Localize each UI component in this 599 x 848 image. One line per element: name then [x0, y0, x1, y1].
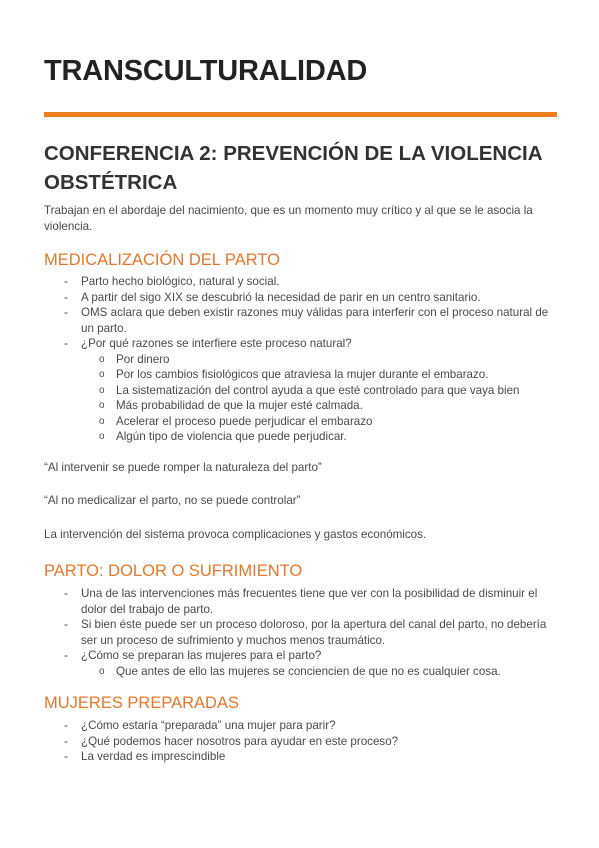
bullet-dash: -: [64, 750, 68, 763]
bullet-circle: o: [99, 665, 105, 677]
list-subitem: o Más probabilidad de que la mujer esté calmada.: [99, 399, 363, 412]
list-item: - ¿Por qué razones se interfiere este proceso natural?: [64, 337, 352, 350]
bullet-dash: -: [64, 290, 68, 304]
bullet-circle: o: [99, 415, 105, 427]
quote-paragraph: “Al intervenir se puede romper la naturaleza del parto”: [44, 461, 322, 474]
bullet-circle: o: [99, 369, 105, 380]
bullet-circle: o: [99, 384, 105, 396]
section-heading-mujeres-preparadas: MUJERES PREPARADAS: [44, 694, 239, 712]
list-subitem: o Por los cambios fisiológicos que atraviesa la mujer durante el embarazo.: [99, 368, 489, 381]
list-subitem: o Que antes de ello las mujeres se conciencien de que no es cualquier cosa.: [99, 664, 501, 678]
bullet-circle: o: [99, 353, 105, 365]
section-heading-medicalizacion: MEDICALIZACIÓN DEL PARTO: [44, 251, 280, 269]
list-item: - Parto hecho biológico, natural y social.: [64, 275, 280, 288]
list-item: - A partir del sigo XIX se descubrió la necesidad de parir en un centro sanitario.: [64, 290, 481, 304]
bullet-dash: -: [64, 649, 68, 662]
list-item: - Una de las intervenciones más frecuentes tiene que ver con la posibilidad de disminuir el dolor del trabajo de parto.: [64, 587, 538, 616]
bullet-circle: o: [99, 400, 105, 411]
list-subitem: o Por dinero: [99, 352, 170, 366]
title-underline: [44, 112, 557, 117]
document-title: TRANSCULTURALIDAD: [44, 55, 368, 87]
bullet-circle: o: [99, 431, 105, 442]
list-item: - ¿Cómo se preparan las mujeres para el parto?: [64, 649, 322, 662]
bullet-dash: -: [64, 719, 68, 732]
list-item: - ¿Qué podemos hacer nosotros para ayudar en este proceso?: [64, 734, 399, 748]
list-subitem: o Algún tipo de violencia que puede perjudicar.: [99, 430, 347, 443]
bullet-dash: -: [64, 587, 68, 600]
conference-heading: CONFERENCIA 2: PREVENCIÓN DE LA VIOLENCIA OBSTÉTRICA: [44, 142, 542, 194]
bullet-dash: -: [64, 306, 68, 319]
section-heading-parto-dolor: PARTO: DOLOR O SUFRIMIENTO: [44, 562, 303, 580]
list-subitem: o La sistematización del control ayuda a que esté controlado para que vaya bien: [99, 383, 520, 397]
intro-paragraph: Trabajan en el abordaje del nacimiento, que es un momento muy crítico y al que se le asocia la violencia.: [44, 204, 533, 233]
list-subitem: o Acelerar el proceso puede perjudicar el embarazo: [99, 414, 373, 428]
list-mujeres-preparadas: [0, 718, 553, 765]
list-medicalizacion: [0, 274, 556, 445]
quote-paragraph: “Al no medicalizar el parto, no se puede controlar”: [44, 494, 301, 507]
closing-paragraph: La intervención del sistema provoca complicaciones y gastos económicos.: [44, 528, 427, 541]
bullet-dash: -: [64, 337, 68, 350]
bullet-dash: -: [64, 275, 68, 288]
list-parto-dolor: [0, 586, 556, 679]
list-item: - OMS aclara que deben existir razones muy válidas para interferir con el proceso natural de un parto.: [64, 306, 549, 335]
list-item: - Si bien éste puede ser un proceso doloroso, por la apertura del canal del parto, no debería ser un proceso de sufrimiento y muchos menos traumático.: [64, 618, 547, 647]
list-item: - La verdad es imprescindible: [64, 750, 226, 763]
bullet-dash: -: [64, 734, 68, 748]
list-item: - ¿Cómo estaría “preparada” una mujer para parir?: [64, 719, 336, 732]
bullet-dash: -: [64, 618, 68, 631]
